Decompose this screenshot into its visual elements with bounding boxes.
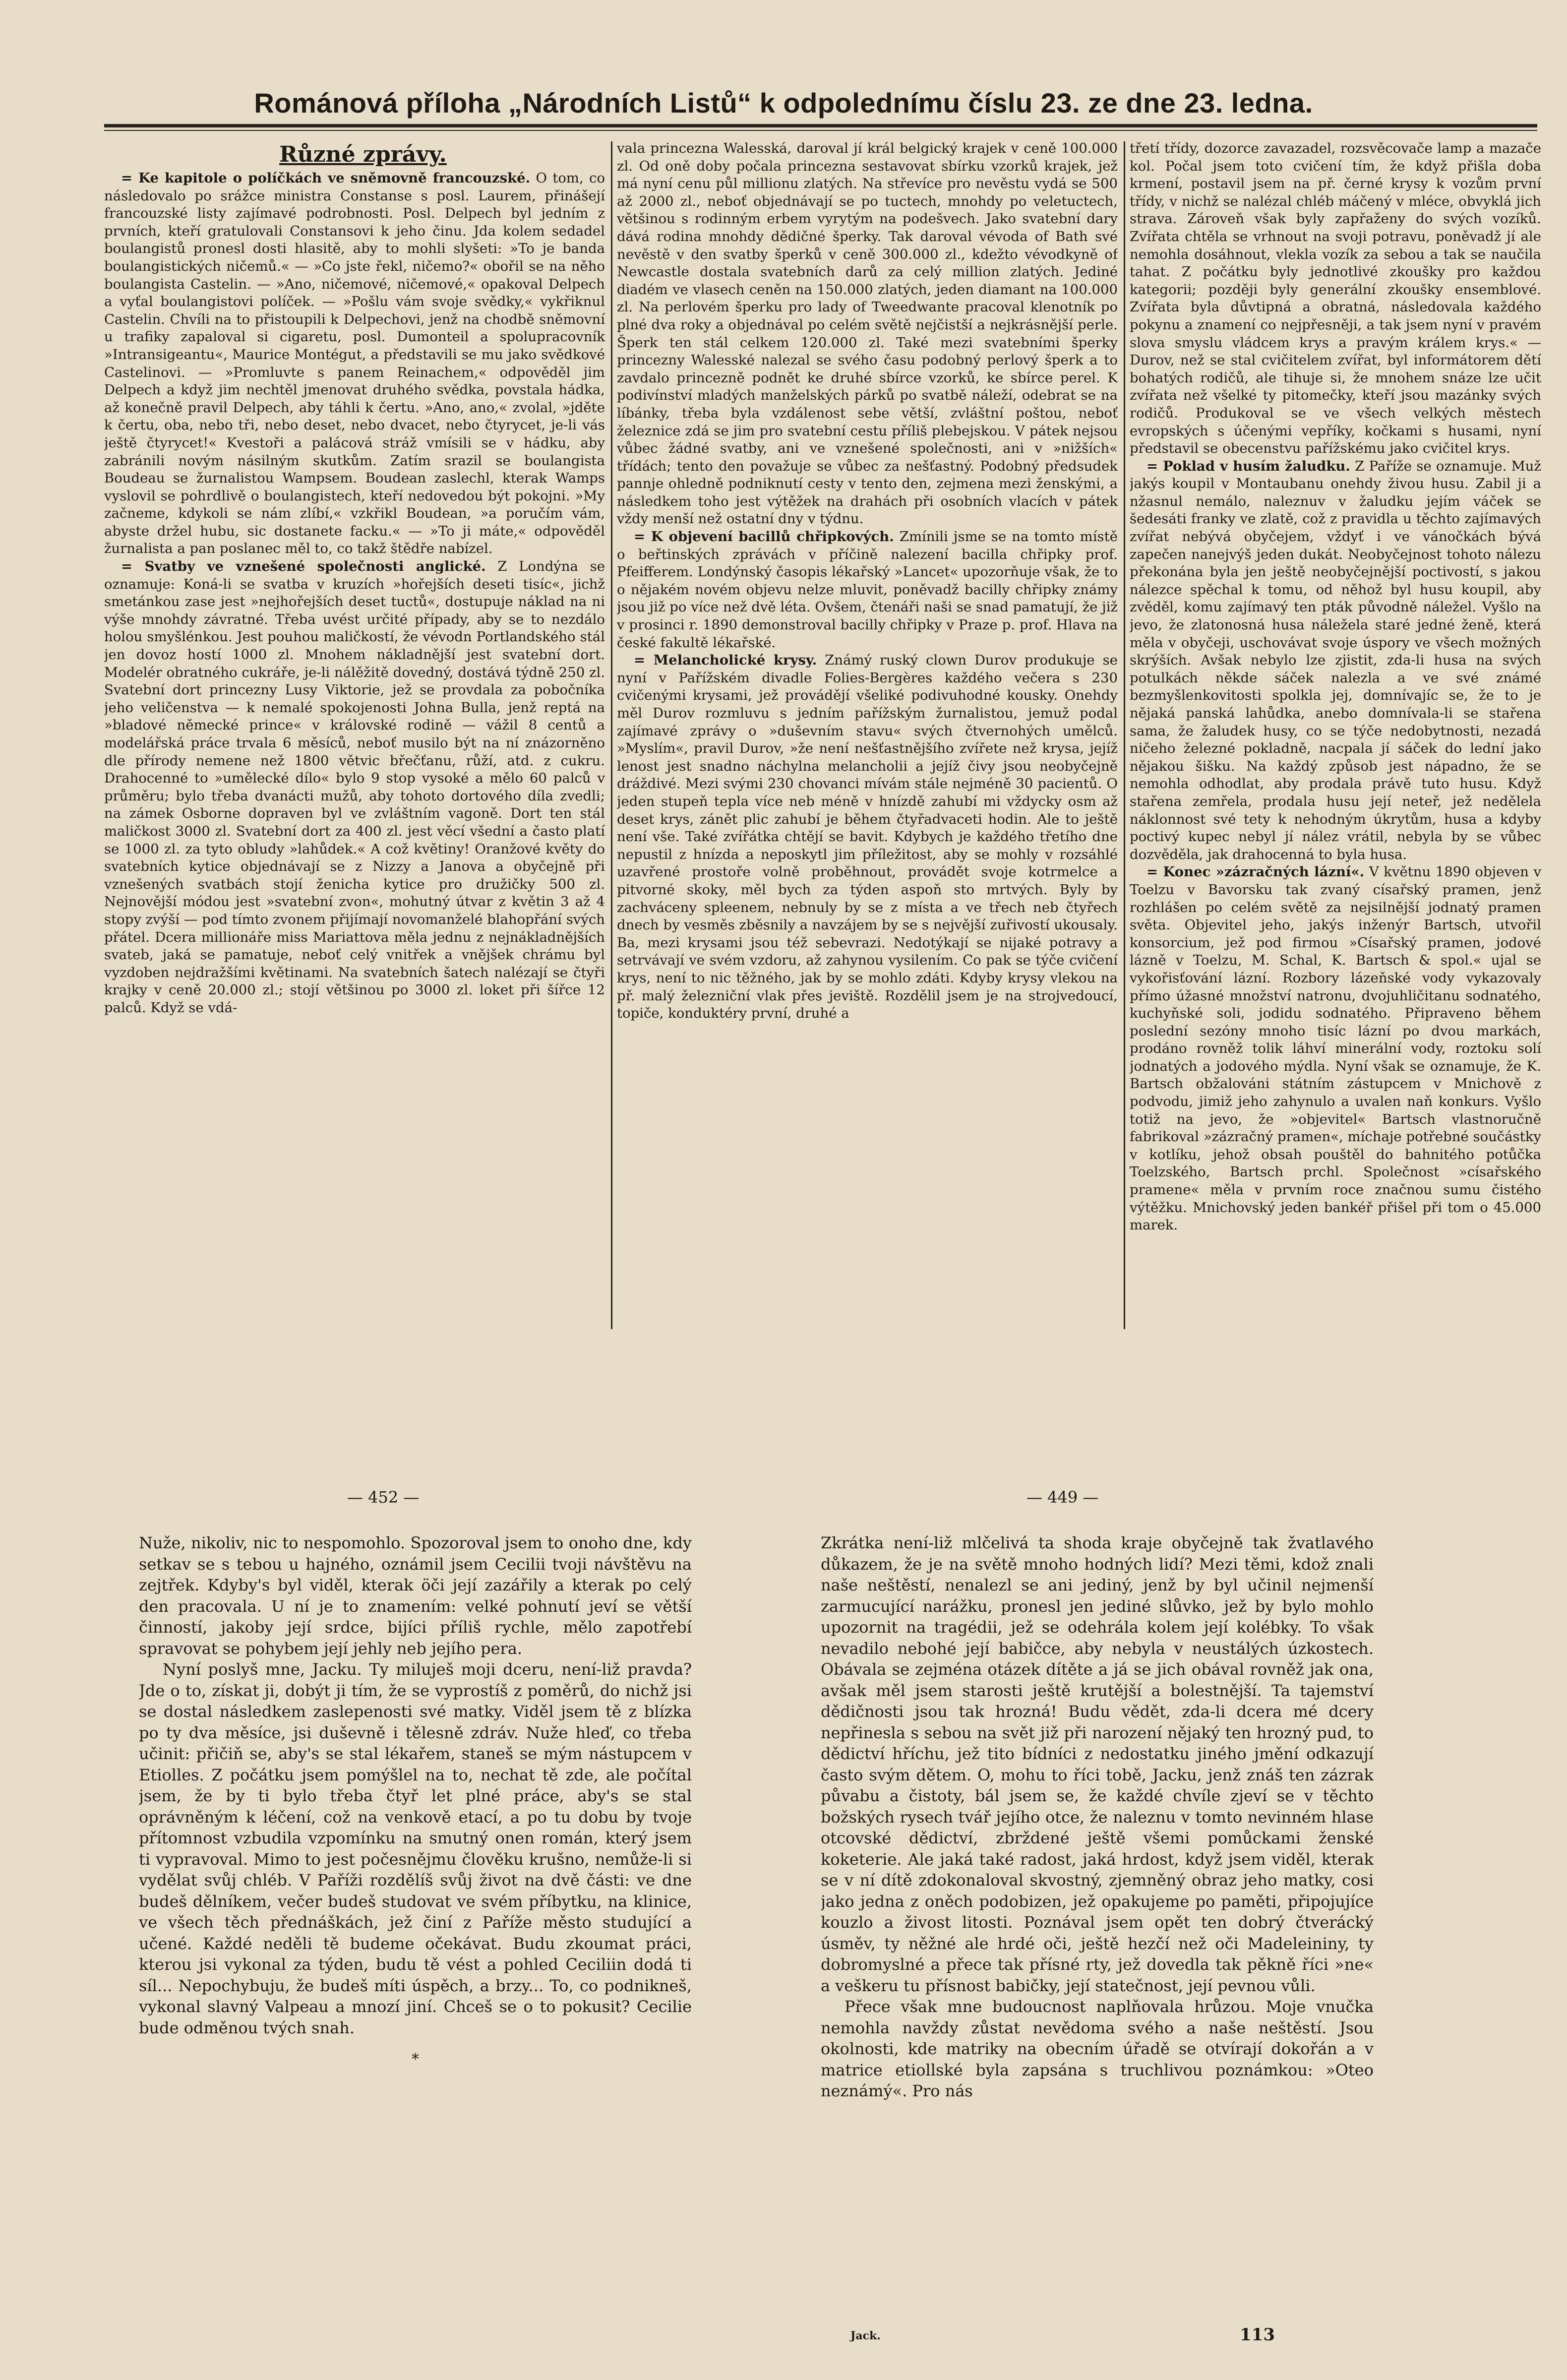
news-item — [1130, 140, 1541, 458]
signature: Jack. — [850, 2329, 881, 2342]
news-column-3 — [1130, 140, 1541, 1330]
novel-paragraph: Přece však mne budoucnost naplňovala hrůzou. Moje vnučka nemohla navždy zůstat nevědoma svého a naše neštěstí. Jsou okolnosti, kde matriky na obecním úřadě se otvírají dokořán a v matrice etiollské byla zapsána s truchlivou poznámkou: »Oteo neznámý«. Pro nás — [821, 1997, 1374, 2100]
novel-page-right — [821, 1532, 1374, 2321]
page-number-left: — 452 — — [347, 1488, 420, 1507]
header-rule — [104, 124, 1537, 127]
news-item-heading: K objevení bacillů chřipkových. — [651, 529, 894, 545]
novel-paragraph: Zkrátka není-liž mlčelivá ta shoda kraje obyčejně tak žvatlavého důkazem, že je na světě mnoho hodných lidí? Mezi těmi, kdož znali naše neštěstí, nenalezl se ani jediný, jenž by byl učinil nejmenší zarmucující narážku, pronesl jen jediné slůvko, jež by bylo mohlo upozornit na tragédii, jež se odehrála kolem její kolébky. To však nevadilo nebohé její babičce, aby nebyla v neustálých úzkostech. Obávala se zejména otázek dítěte a já se jich obával rovněž jak ona, avšak měl jsem starosti ještě krutější a bolestnější. Ta tajemství dědičnosti jsou tak hrozná! Budu vědět, zda-li dcera mé dcery nepřinesla s sebou na svět již při narození nějaký ten hrozný pud, to dědictví hříchu, jež tito bídníci z nedostatku jiného jmění odkazují často svým dětem. O, mohu to říci tobě, Jacku, jenž znáš ten zázrak půvabu a čistoty, bál jsem se, že každé chvíle zjeví se v těchto božských rysech tvář jejího otce, že naleznu v tomto nevinném hlase otcovské dědictví, zbrždené ještě všemi pomůckami ženské koketerie. Ale jaká také radost, jaká hrdost, když jsem viděl, kterak se v ní dítě zdokonaloval skvostný, zjemněný obraz jeho matky, cosi jako jedna z oněch podobizen, jež opakujeme po paměti, připojujíce kouzlo a živost litosti. Poznával jsem opět ten dobrý čtverácký úsměv, ty něžné ale hrdé oči, ještě hezčí než oči Madeleininy, ty dobromyslné a přece tak přísné rty, jež dovedla tak pěkně říci »ne« a veškeru tu přísnost babičky, její statečnost, její pevnou vůli. — [821, 1533, 1374, 1995]
page-number-right: — 449 — — [1026, 1488, 1099, 1507]
news-item: = Konec »zázračných lázní«. V květnu 1890 objeven v Toelzu v Bavorsku tak zvaný císařský pramen, jenž rozhlášen po celém světě za nejsilnější jodnatý pramen světa. Objevitel jeho, jakýs inženýr Bartsch, utvořil konsorcium, jež pod firmou »Císařský pramen, jodové lázně v Toelzu, M. Schal, K. Bartsch & spol.« ujal se vykořisťování lázní. Rozbory lázeňské vody vykazovaly přímo úžasné množství natronu, dvojuhličitanu sodnatého, kuchyňské soli, jodidu sodnatého. Připraveno během poslední sezóny mnoho tisíc lázní po dvou markách, prodáno rovněž tolik láhví minerální vody, roztoku solí jodnatých a jodového mýdla. Nyní však se oznamuje, že K. Bartsch obžalováni státním zástupcem v Mnichově z podvodu, jimiž jeho zahynulo a uvalen naň konkurs. Vyšlo totiž na jevo, že »objevitel« Bartsch vlastnoručně fabrikoval »zázračný pramen«, míchaje potřebné součástky v kotlíku, jehož obsah pouštěl do bahnitého potůčka Toelzského, Bartsch prchl. Společnost »císařského pramene« měla v prvním roce značnou sumu čistého výtěžku. Mnichovský jeden bankéř přišel při tom o 45.000 marek. — [1130, 864, 1541, 1233]
news-item-text: V květnu 1890 objeven v Toelzu v Bavorsku tak zvaný císařský pramen, jenž rozhlášen po celém světě za nejsilnější jodnatý pramen světa. Objevitel jeho, jakýs inženýr Bartsch, utvořil konsorcium, jež pod firmou »Císařský pramen, jodové lázně v Toelzu, M. Schal, K. Bartsch & spol.« ujal se vykořisťování lázní. Rozbory lázeňské vody vykazovaly přímo úžasné množství natronu, dvojuhličitanu sodnatého, kuchyňské soli, jodidu sodnatého. Připraveno během poslední sezóny mnoho tisíc lázní po dvou markách, prodáno rovněž tolik láhví minerální vody, roztoku solí jodnatých a jodového mýdla. Nyní však se oznamuje, že K. Bartsch obžalováni státním zástupcem v Mnichově z podvodu, jimiž jeho zahynulo a uvalen naň konkurs. Vyšlo totiž na jevo, že »objevitel« Bartsch vlastnoručně fabrikoval »zázračný pramen«, míchaje potřebné součástky v kotlíku, jehož obsah pouštěl do bahnitého potůčka Toelzského, Bartsch prchl. Společnost »císařského pramene« měla v prvním roce značnou sumu čistého výtěžku. Mnichovský jeden bankéř přišel při tom o 45.000 marek. — [1130, 864, 1541, 1233]
section-title: Různé zprávy. — [279, 142, 447, 167]
supplement-header: Románová příloha „Národních Listů“ k odpolednímu číslu 23. ze dne 23. ledna. — [254, 87, 1313, 119]
news-item-heading: Ke kapitole o políčkách ve sněmovně francouzské. — [138, 170, 531, 186]
news-item-text: Z Paříže se oznamuje. Muž jakýs koupil v Montaubanu onehdy živou husu. Zabil ji a nžasnul nemálo, naleznuv v žaludku jejím váček se šedesáti franky ve zlatě, což z pravidla u těchto zajímavých zvířat nebývá obyčejem, vždyť i ve vánočkách bývá zapečen nanejvýš jeden dukát. Neobyčejnost tohoto nálezu překonána byla jen ještě neobyčejnější poctivostí, s jakou nálezce spěchal k tomu, od něhož byl husu koupil, aby zvěděl, komu zajímavý ten pták původně náležel. Vyšlo na jevo, že zlatonosná husa náležela staré jedné ženě, která měla v obyčeji, uschovávat svoje úspory ve všech možných skrýších. Avšak nebylo lze zjistit, zda-li husa na svých potulkách někde sáček nalezla a ve své známé bezmyšlenkovitosti spolkla jej, domnívajíc se, že to je nějaká panská lahůdka, anebo domnívala-li se stařena sama, že žaludek husy, co se týče nedobytnosti, nezadá ničeho železné pokladně, nacpala jí sáček do lední jako nějakou šišku. Na každý způsob jest nápadno, že se nemohla odhodlat, aby prodala právě tuto husu. Když stařena zemřela, prodala husu její neteř, jež nedělela náklonnost své tety k nehodným úkrytům, husa a kdyby poctivý kupec nebyl jí nález vrátil, nebyla by se vůbec dozvěděla, jak drahocenná to byla husa. — [1130, 458, 1541, 862]
news-item-text: vala princezna Walesská, daroval jí král belgický krajek v ceně 100.000 zl. Od oně doby počala princezna sestavovat sbírku vzorků krajek, jež má nyní cenu půl millionu zlatých. Na střevíce pro nevěstu vydá se 500 až 2000 zl., neboť objednávají se po tuctech, mnohdy po veletuctech, většinou s rodinným erbem vyrytým na podešvech. Jako svatební dary dává rodina mnohdy dědičné šperky. Tak daroval vévoda of Bath své nevěstě v den svatby šperků v ceně 300.000 zl., kdežto vévodkyně of Newcastle dostala svatebních darů za celý million zlatých. Jediné diadém ve vlasech ceněn na 150.000 zlatých, jeden diamant na 100.000 zl. Na perlovém šperku pro lady of Tweedwante pracoval klenotník po plné dva roky a objednával po celém světě nejčistší a nejkrásnější perle. Šperk ten stál celkem 120.000 zl. Také mezi svatebními šperky princezny Walesské nalezal se svého času podobný perlový šperk a to zavdalo princezně podnět ke druhé sbírce vzorků, ke sbírce perel. K podivínství mladých manželských párků po svatbě náleží, odebrat se na líbánky, třeba byla vzdálenost sebe větší, zvláštní poštou, neboť železnice zdá se jim pro svatební cestu příliš plebejskou. V pátek nejsou vůbec žádné svatby, ani ve vznešené společnosti, ani v »nižších« třídách; tento den považuje se vůbec za nešťastný. Podobný předsudek pannje ohledně podniknutí cesty v tento den, zejmena mezi ženskými, a následkem toho jest výtěžek na drahách při osobních vlacích v pátek vždy menší než ostatní dny v týdnu. — [617, 140, 1118, 527]
novel-paragraph: Nuže, nikoliv, nic to nespomohlo. Spozoroval jsem to onoho dne, kdy setkav se s tebou u hajného, oznámil jsem Cecilii tvoji návštěvu na zejtřek. Kdyby's byl viděl, kterak öči její zazářily a kterak po celý den pracovala. U ní je to znamením: velké pohnutí jeví se větší činností, jakoby její srdce, bijíci příliš rychle, mělo zapotřebí spravovat se pohybem její jehly neb jejího pera. — [139, 1533, 692, 1658]
novel-page-left — [139, 1532, 692, 2346]
news-item: = K objevení bacillů chřipkových. Zmínili jsme se na tomto místě o beřtinských zprávách v příčině nalezení bacilla chřipky prof. Pfeifferem. Londýnský časopis lékařský »Lancet« upozorňuje však, že to o nějakém novém objevu nelze mluvit, poněvadž bacilly chřipky známy jsou již po více než dvě léta. Ovšem, čtenáři naši se snad pamatují, že již v prosinci r. 1890 demonstroval bacilly chřipky v Praze p. prof. Hlava na české fakultě lékařské. — [617, 529, 1118, 651]
column-divider — [1124, 141, 1125, 1329]
news-item-text: Známý ruský clown Durov produkuje se nyní v Pařížském divadle Folies-Bergères každého večera s 230 cvičenými krysami, jež provádějí všeliké podivuhodné kousky. Onehdy měl Durov rozmluvu s jedním pařížským žurnalistou, jemuž podal zajímavé zprávy o »duševním stavu« svých čtvernohých umělců. »Myslím«, pravil Durov, »že není nešťastnějšího zvířete než krysa, jejíž lenost jest snadno náchylna melancholii a jejíž čivy jsou neobyčejně dráždivé. Mezi svými 230 chovanci mívám stále nejméně 30 pacientů. O jeden stupeň tepla více neb méně v hnízdě zahubí mi vždycky osm až deset krys, zánět plic zahubí je během čtyřadvaceti hodin. Ale to ještě není vše. Také zvířátka chtějí se bavit. Kdybych je každého třetího dne nepustil z hnízda a neposkytl jim příležitost, aby se mohly v rozsáhlé uzavřené prostoře volně proběhnout, provádět svoje kotrmelce a pitvorné skoky, měl bych za týden aspoň sto mrtvých. Byly by zachváceny spleenem, nebnuly by se z místa a ve třech neb čtyřech dnech by vesměs zběsnily a navzájem by se s nejvější zuřivostí ukousaly. Ba, mezi krysami jsou též sebevrazi. Nedotýkají se nijaké potravy a setrvávají ve svém vzdoru, až zahynou vysilením. Co pak se týče cvičení krys, není to nic těžného, jak by se mohlo zdáti. Kdyby krysy vlekou na př. malý železniční vlak přes jeviště. Rozdělil jsem je na strojvedoucí, topiče, konduktéry první, druhé a — [617, 652, 1118, 1022]
news-item-heading: Melancholické krysy. — [653, 652, 817, 669]
news-item-heading: Poklad v husím žaludku. — [1163, 458, 1350, 474]
section-star: * — [412, 2051, 419, 2068]
news-item: = Svatby ve vznešené společnosti anglické. Z Londýna se oznamuje: Koná-li se svatba v kruzích »hořejších deseti tisíc«, jichž smetánkou zase jest »nejhořejších deset tuctů«, dostupuje náklad na ni výše mnohdy závratné. Třeba uvést určité případy, aby se to nezdálo holou smyšlénkou. Jest pouhou maličkostí, že vévodn Portlandského stál jen dovoz hostí 1000 zl. Mnohem nákladnější jest svatební dort. Modelér obratného cukráře, je-li nálěžitě dovedný, dostává týdně 250 zl. Svatební dort princezny Lusy Viktorie, jež se provdala za pobočníka jeho veličenstva — k nemalé spokojenosti Johna Bulla, jenž reptá na »bladové německé prince« v královské rodině — vážil 8 centů a modelářská práce trvala 6 měsíců, neboť musilo být na ní znázorněno dle přírody nemene než 1800 větvic břečťanu, růží, atd. z cukru. Drahocenné to »umělecké dílo« bylo 9 stop vysoké a mělo 60 palců v průměru; bylo třeba dvanácti mužů, aby tohoto dortového díla zvedli; na zámek Osborne dopraven byl ve zvláštním vagoně. Dort ten stál maličkost 3000 zl. Svatební dort za 400 zl. jest věcí všední a často platí se 1000 zl. za tyto obludy »lahůdek.« A což květiny! Oranžové květy do svatebních kytice objednávají se z Nizzy a Janova a obyčejně při vznešených svatbách stojí ženicha kytice pro družičky 500 zl. Nejnovější módou jest »svatební zvon«, mohutný útvar z květin 3 až 4 stopy zvýší — pod tímto zvonem přijímají novomanželé blahopřání svých přátel. Dcera millionáře miss Mariattova měla jednu z nejnákladnějších svateb, jaká se pamatuje, neboť celý vnitřek a vnějšek chrámu byl vyzdoben nejdražšími květinami. Na svatebních šatech nalézají se čtyři krajky v ceně 20.000 zl.; stojí většinou po 3000 zl. loket při šířce 12 palců. Když se vdá- — [104, 558, 605, 1016]
header-rule-thin — [104, 130, 1537, 131]
news-item-heading: Svatby ve vznešené společnosti anglické. — [144, 558, 486, 575]
news-item-text: O tom, co následovalo po srážce ministra Constanse s posl. Laurem, přinášejí francouzské listy zajímavé podrobnosti. Posl. Delpech byl jedním z prvních, kteří gratulovali Constansovi k jeho činu. Jda kolem sedadel boulangistů pronesl dosti hlasitě, aby to mohli slyšeti: »To je banda boulangistických ničemů.« — »Co jste řekl, ničemo?« obořil se na něho boulangista Castelin. — »Ano, ničemové, ničemové,« opakoval Delpech a vyťal boulangistovi políček. — »Pošlu vám svoje svědky,« vykřiknul Castelin. Chvíli na to přistoupili k Delpechovi, jenž na chodbě sněmovní u trafiky zapaloval si cigaretu, posl. Dumonteil a spolupracovník »Intransigeantu«, Maurice Montégut, a představili se mu jako svědkové Castelinovi. — »Promluvte s panem Reinachem,« odpověděl jim Delpech a když jim nechtěl jmenovat druhého svědka, povstala hádka, až konečně pravil Delpech, aby táhli k čertu. »Ano, ano,« zvolal, »jděte k čertu, oba, nebo tři, nebo deset, nebo dvacet, nebo čtyrycet, je-li vás ještě čtyrycet!« Kvestoři a palácová stráž vmísili se v hádku, aby zabránili novým násilným skutkům. Zatím srazil se boulangista Boudeau se žurnalistou Wampsem. Boudean zaslechl, kterak Wamps vyslovil se pohrdlivě o boulangistech, kteří nedovedou být pokojni. »My začneme, kdykoli se nám zlíbí,« vzkřikl Boudean, »a poručím vám, abyste držel hubu, sic dostanete facku.« — »To ji máte,« odpověděl žurnalista a pan poslanec měl to, co takž štědře nabízel. — [104, 170, 605, 557]
news-column-1 — [104, 140, 605, 1330]
news-item-text: Z Londýna se oznamuje: Koná-li se svatba v kruzích »hořejších deseti tisíc«, jichž smetánkou zase jest »nejhořejších deset tuctů«, dostupuje náklad na ni výše mnohdy závratné. Třeba uvést určité případy, aby se to nezdálo holou smyšlénkou. Jest pouhou maličkostí, že vévodn Portlandského stál jen dovoz hostí 1000 zl. Mnohem nákladnější jest svatební dort. Modelér obratného cukráře, je-li nálěžitě dovedný, dostává týdně 250 zl. Svatební dort princezny Lusy Viktorie, jež se provdala za pobočníka jeho veličenstva — k nemalé spokojenosti Johna Bulla, jenž reptá na »bladové německé prince« v královské rodině — vážil 8 centů a modelářská práce trvala 6 měsíců, neboť musilo být na ní znázorněno dle přírody nemene než 1800 větvic břečťanu, růží, atd. z cukru. Drahocenné to »umělecké dílo« bylo 9 stop vysoké a mělo 60 palců v průměru; bylo třeba dvanácti mužů, aby tohoto dortového díla zvedli; na zámek Osborne dopraven byl ve zvláštním vagoně. Dort ten stál maličkost 3000 zl. Svatební dort za 400 zl. jest věcí všední a často platí se 1000 zl. za tyto obludy »lahůdek.« A což květiny! Oranžové květy do svatebních kytice objednávají se z Nizzy a Janova a obyčejně při vznešených svatbách stojí ženicha kytice pro družičky 500 zl. Nejnovější módou jest »svatební zvon«, mohutný útvar z květin 3 až 4 stopy zvýší — pod tímto zvonem přijímají novomanželé blahopřání svých přátel. Dcera millionáře miss Mariattova měla jednu z nejnákladnějších svateb, jaká se pamatuje, neboť celý vnitřek a vnějšek chrámu byl vyzdoben nejdražšími květinami. Na svatebních šatech nalézají se čtyři krajky v ceně 20.000 zl.; stojí většinou po 3000 zl. loket při šířce 12 palců. Když se vdá- — [104, 558, 605, 1016]
news-item — [617, 140, 1118, 528]
leaf-number: 113 — [1240, 2325, 1275, 2345]
column-divider — [611, 141, 612, 1329]
novel-paragraph: Nyní poslyš mne, Jacku. Ty miluješ moji dceru, není-liž pravda? Jde o to, získat ji, dobýt ji tím, že se vyprostíš z poměrů, do nichž jsi se dostal následkem zaslepenosti své matky. Viděl jsem tě z blízka po ty dva měsíce, jsi duševně i tělesně zdráv. Nuže hleď, co třeba učinit: přičiň se, aby's se stal lékařem, staneš se mým nástupcem v Etiolles. Z počátku jsem pomýšlel na to, nechat tě zde, ale počítal jsem, že by ti bylo třeba čtyř let plné práce, aby's se stal oprávněným k léčení, což na venkově etací, a po tu dobu by tvoje přítomnost vzbudila vzpomínku na smutný onen román, který jsem ti vypravoval. Mimo to jest počesnějmu člověku krušno, nemůže-li si vydělat svůj chléb. V Paříži rozdělíš svůj život na dvě části: ve dne budeš dělníkem, večer budeš studovat ve svém příbytku, na klinice, ve všech těch přednáškách, jež činí z Paříže město studující a učené. Každé neděli tě budeme očekávat. Budu zkoumat práci, kterou jsi vykonal za týden, budu tě vést a pohled Ceciliin dodá ti síl... Nepochybuju, že budeš míti úspěch, a brzy... To, co podnikneš, vykonal slavný Valpeau a mnozí jiní. Chceš se o to pokusit? Cecilie bude odměnou tvých snah. — [139, 1660, 692, 2037]
news-item: = Poklad v husím žaludku. Z Paříže se oznamuje. Muž jakýs koupil v Montaubanu onehdy živou husu. Zabil ji a nžasnul nemálo, naleznuv v žaludku jejím váček se šedesáti franky ve zlatě, což z pravidla u těchto zajímavých zvířat nebývá obyčejem, vždyť i ve vánočkách bývá zapečen nanejvýš jeden dukát. Neobyčejnost tohoto nálezu překonána byla jen ještě neobyčejnější poctivostí, s jakou nálezce spěchal k tomu, od něhož byl husu koupil, aby zvěděl, komu zajímavý ten pták původně náležel. Vyšlo na jevo, že zlatonosná husa náležela staré jedné ženě, která měla v obyčeji, uschovávat svoje úspory ve všech možných skrýších. Avšak nebylo lze zjistit, zda-li husa na svých potulkách někde sáček nalezla a ve své známé bezmyšlenkovitosti spolkla jej, domnívajíc se, že to je nějaká panská lahůdka, anebo domnívala-li se stařena sama, že žaludek husy, co se týče nedobytnosti, nezadá ničeho železné pokladně, nacpala jí sáček do lední jako nějakou šišku. Na každý způsob jest nápadno, že se nemohla odhodlat, aby prodala právě tuto husu. Když stařena zemřela, prodala husu její neteř, jež nedělela náklonnost své tety k nehodným úkrytům, husa a kdyby poctivý kupec nebyl jí nález vrátil, nebyla by se vůbec dozvěděla, jak drahocenná to byla husa. — [1130, 458, 1541, 862]
news-item-text: Zmínili jsme se na tomto místě o beřtinských zprávách v příčině nalezení bacilla chřipky prof. Pfeifferem. Londýnský časopis lékařský »Lancet« upozorňuje však, že to o nějakém novém objevu nelze mluvit, poněvadž bacilly chřipky známy jsou již po více než dvě léta. Ovšem, čtenáři naši se snad pamatují, že již v prosinci r. 1890 demonstroval bacilly chřipky v Praze p. prof. Hlava na české fakultě lékařské. — [617, 529, 1118, 651]
news-item-text: třetí třídy, dozorce zavazadel, rozsvěcovače lamp a mazače kol. Počal jsem toto cvičení tím, že když přišla doba krmení, postavil jsem na př. černé krysy k vozům první třídy, v nichž se nalézal chléb máčený v mléce, obvyklá jich strava. Zároveň však byly zapřaženy do svých vozíků. Zvířata chtěla se vrhnout na svoji potravu, poněvadž jí ale nemohla dosáhnout, vlekla vozík za sebou a tak se naučila tahat. Z počátku byly jednotlivé zkoušky pro každou kategorii; později byly generální zkoušky ensemblové. Zvířata byla důvtipná a obratná, následovala každého pokynu a znamení co nejpřesněji, a tak jsem nyní v pravém slova smyslu vládcem krys a pravým králem krys.« — Durov, než se stal cvičitelem zvířat, byl informátorem dětí bohatých rodičů, ale tihuje si, že mnohem snáze lze učit zvířata než všelké ty pitomečky, kteří jsou mazánky svých rodičů. Produkoval se ve všech velkých městech evropských s účenými vepříky, kočkami s husami, nyní představil se obecenstvu pařížskému jako cvičitel krys. — [1130, 140, 1541, 457]
news-item-heading: Konec »zázračných lázní«. — [1163, 864, 1365, 880]
news-item: = Melancholické krysy. Známý ruský clown Durov produkuje se nyní v Pařížském divadle Folies-Bergères každého večera s 230 cvičenými krysami, jež provádějí všeliké podivuhodné kousky. Onehdy měl Durov rozmluvu s jedním pařížským žurnalistou, jemuž podal zajímavé zprávy o »duševním stavu« svých čtvernohých umělců. »Myslím«, pravil Durov, »že není nešťastnějšího zvířete než krysa, jejíž lenost jest snadno náchylna melancholii a jejíž čivy jsou neobyčejně dráždivé. Mezi svými 230 chovanci mívám stále nejméně 30 pacientů. O jeden stupeň tepla více neb méně v hnízdě zahubí mi vždycky osm až deset krys, zánět plic zahubí je během čtyřadvaceti hodin. Ale to ještě není vše. Také zvířátka chtějí se bavit. Kdybych je každého třetího dne nepustil z hnízda a neposkytl jim příležitost, aby se mohly v rozsáhlé uzavřené prostoře volně proběhnout, provádět svoje kotrmelce a pitvorné skoky, měl bych za týden aspoň sto mrtvých. Byly by zachváceny spleenem, nebnuly by se z místa a ve třech neb čtyřech dnech by vesměs zběsnily a navzájem by se s nejvější zuřivostí ukousaly. Ba, mezi krysami jsou též sebevrazi. Nedotýkají se nijaké potravy a setrvávají ve svém vzdoru, až zahynou vysilením. Co pak se týče cvičení krys, není to nic těžného, jak by se mohlo zdáti. Kdyby krysy vlekou na př. malý železniční vlak přes jeviště. Rozdělil jsem je na strojvedoucí, topiče, konduktéry první, druhé a — [617, 652, 1118, 1022]
news-column-2 — [617, 140, 1118, 1330]
news-item: = Ke kapitole o políčkách ve sněmovně francouzské. O tom, co následovalo po srážce ministra Constanse s posl. Laurem, přinášejí francouzské listy zajímavé podrobnosti. Posl. Delpech byl jedním z prvních, kteří gratulovali Constansovi k jeho činu. Jda kolem sedadel boulangistů pronesl dosti hlasitě, aby to mohli slyšeti: »To je banda boulangistických ničemů.« — »Co jste řekl, ničemo?« obořil se na něho boulangista Castelin. — »Ano, ničemové, ničemové,« opakoval Delpech a vyťal boulangistovi políček. — »Pošlu vám svoje svědky,« vykřiknul Castelin. Chvíli na to přistoupili k Delpechovi, jenž na chodbě sněmovní u trafiky zapaloval si cigaretu, posl. Dumonteil a spolupracovník »Intransigeantu«, Maurice Montégut, a představili se mu jako svědkové Castelinovi. — »Promluvte s panem Reinachem,« odpověděl jim Delpech a když jim nechtěl jmenovat druhého svědka, povstala hádka, až konečně pravil Delpech, aby táhli k čertu. »Ano, ano,« zvolal, »jděte k čertu, oba, nebo tři, nebo deset, nebo dvacet, nebo čtyrycet, je-li vás ještě čtyrycet!« Kvestoři a palácová stráž vmísili se v hádku, aby zabránili novým násilným skutkům. Zatím srazil se boulangista Boudeau se žurnalistou Wampsem. Boudean zaslechl, kterak Wamps vyslovil se pohrdlivě o boulangistech, kteří nedovedou být pokojni. »My začneme, kdykoli se nám zlíbí,« vzkřikl Boudean, »a poručím vám, abyste držel hubu, sic dostanete facku.« — »To ji máte,« odpověděl žurnalista a pan poslanec měl to, co takž štědře nabízel. — [104, 170, 605, 557]
